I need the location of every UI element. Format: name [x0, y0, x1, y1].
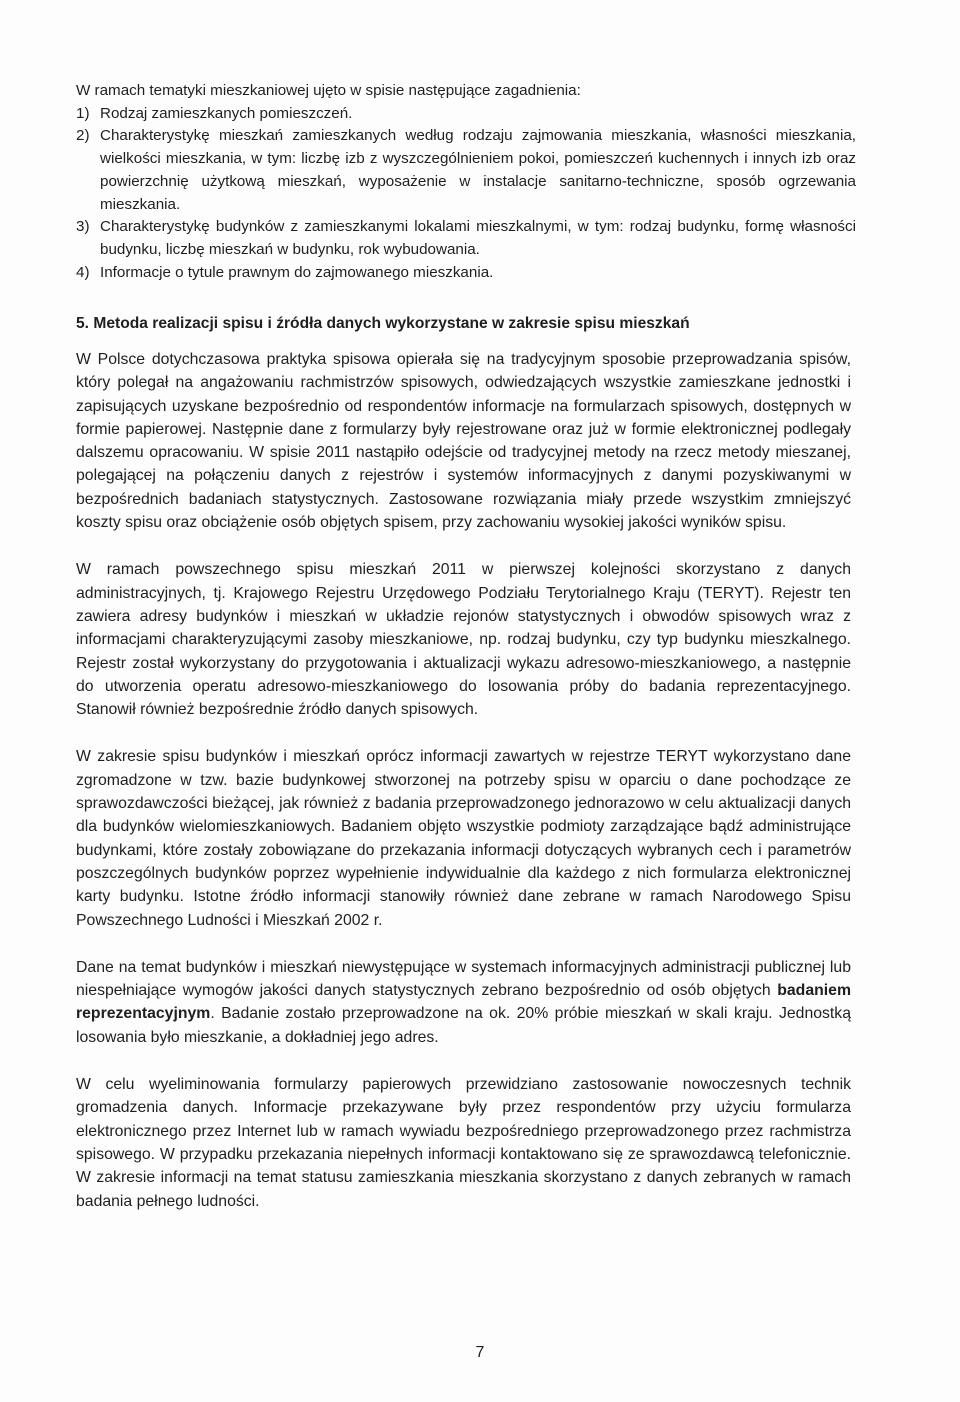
paragraph-teryt-register: W ramach powszechnego spisu mieszkań 2011 w pierwszej kolejności skorzystano z danych administracyjnych, tj. Krajowego Rejestru Urzędowego Podziału Terytorialnego Kraju (TERYT). Rejestr ten zawiera adresy budynków i mieszkań w układzie rejonów statystycznych i obwodów spisowych wraz z informacjami charakteryzującymi zasoby mieszkaniowe, np. rodzaj budynku, czy typ budynku mieszkalnego. Rejestr został wykorzystany do przygotowania i aktualizacji wykazu adresowo-mieszkaniowego, a następnie do utworzenia operatu adresowo-mieszkaniowego do losowania próby do badania reprezentacyjnego. Stanowił również bezpośrednie źródło danych spisowych.: [76, 561, 851, 719]
paragraph-traditional-method: W Polsce dotychczasowa praktyka spisowa opierała się na tradycyjnym sposobie przeprowadzania spisów, który polegał na angażowaniu rachmistrzów spisowych, odwiedzających wszystkie zamieszkane jednostki i zapisujących uzyskane bezpośrednio od respondentów informacje na formularzach spisowych, dostępnych w formie papierowej. Następnie dane z formularzy były rejestrowane oraz już w formie elektronicznej podlegały dalszemu opracowaniu. W spisie 2011 nastąpiło odejście od tradycyjnej metody na rzecz metody mieszanej, polegającej na połączeniu danych z rejestrów i systemów informacyjnych z danymi pozyskiwanymi w bezpośrednich badaniach statystycznych. Zastosowane rozwiązania miały przede wszystkim zmniejszyć koszty spisu oraz obciążenie osób objętych spisem, przy zachowaniu wysokiej jakości wyników spisu.: [76, 351, 851, 532]
paragraph-text: Dane na temat budynków i mieszkań niewystępujące w systemach informacyjnych administracji publicznej lub niespełniające wymogów jakości danych statystycznych zebrano bezpośrednio od osób objętych: [76, 958, 851, 1000]
intro-section: [76, 80, 856, 284]
list-item-number: 1): [76, 104, 90, 122]
section-heading: 5. Metoda realizacji spisu i źródła danych wykorzystane w zakresie spisu mieszkań: [76, 315, 690, 332]
list-item: [76, 262, 856, 285]
paragraph-building-database: W zakresie spisu budynków i mieszkań oprócz informacji zawartych w rejestrze TERYT wykorzystano dane zgromadzone w tzw. bazie budynkowej stworzonej na potrzeby spisu w oparciu o dane pochodzące ze sprawozdawczości bieżącej, jak również z badania przeprowadzonego jednorazowo w celu aktualizacji danych dla budynków wielomieszkaniowych. Badaniem objęto wszystkie podmioty zarządzające bądź administrujące budynkami, które zostały zobowiązane do przekazania informacji dotyczących wybranych cech i parametrów poszczególnych budynków poprzez wypełnienie indywidualnie dla każdego z nich formularza elektronicznej karty budynku. Istotne źródło informacji stanowiły również dane zebrane w ramach Narodowego Spisu Powszechnego Ludności i Mieszkań 2002 r.: [76, 748, 851, 929]
list-item-number: 4): [76, 263, 90, 281]
list-item: [76, 216, 856, 261]
list-item-number: 2): [76, 127, 90, 145]
paragraph-text: . Badanie zostało przeprowadzone na ok. 20% próbie mieszkań w skali kraju. Jednostką losowania było mieszkanie, a dokładniej jego adres.: [76, 1005, 851, 1046]
list-item-text: Rodzaj zamieszkanych pomieszczeń.: [100, 104, 353, 122]
list-item: [76, 103, 856, 126]
emphasis-text: badaniem reprezentacyjnym: [76, 982, 851, 1023]
list-item-number: 3): [76, 218, 90, 236]
paragraph-data-collection: W celu wyeliminowania formularzy papierowych przewidziano zastosowanie nowoczesnych technik gromadzenia danych. Informacje przekazywane były przez respondentów przy użyciu formularza elektronicznego przez Internet lub w ramach wywiadu bezpośredniego przeprowadzonego przez rachmistrza spisowego. W przypadku przekazania niepełnych informacji kontaktowano się ze sprawozdawcą telefonicznie. W zakresie informacji na temat statusu zamieszkania mieszkania skorzystano z danych zebranych w ramach badania pełnego ludności.: [76, 1076, 851, 1210]
list-item: [76, 125, 856, 216]
list-item-text: Charakterystykę budynków z zamieszkanymi lokalami mieszkalnymi, w tym: rodzaj budynku, formę własności budynku, liczbę mieszkań w budynku, rok wybudowania.: [100, 218, 856, 258]
section-body: [76, 348, 851, 1213]
paragraph-sample-survey: [76, 956, 851, 1049]
list-item-text: Charakterystykę mieszkań zamieszkanych według rodzaju zajmowania mieszkania, własności mieszkania, wielkości mieszkania, w tym: liczbę izb z wyszczególnieniem pokoi, pomieszczeń kuchennych i innych izb oraz powierzchnię użytkową mieszkań, wyposażenie w instalacje sanitarno-techniczne, sposób ogrzewania mieszkania.: [100, 127, 856, 213]
intro-lead: W ramach tematyki mieszkaniowej ujęto w spisie następujące zagadnienia:: [76, 82, 581, 99]
page-number: 7: [475, 1344, 485, 1361]
list-item-text: Informacje o tytule prawnym do zajmowanego mieszkania.: [100, 263, 494, 281]
